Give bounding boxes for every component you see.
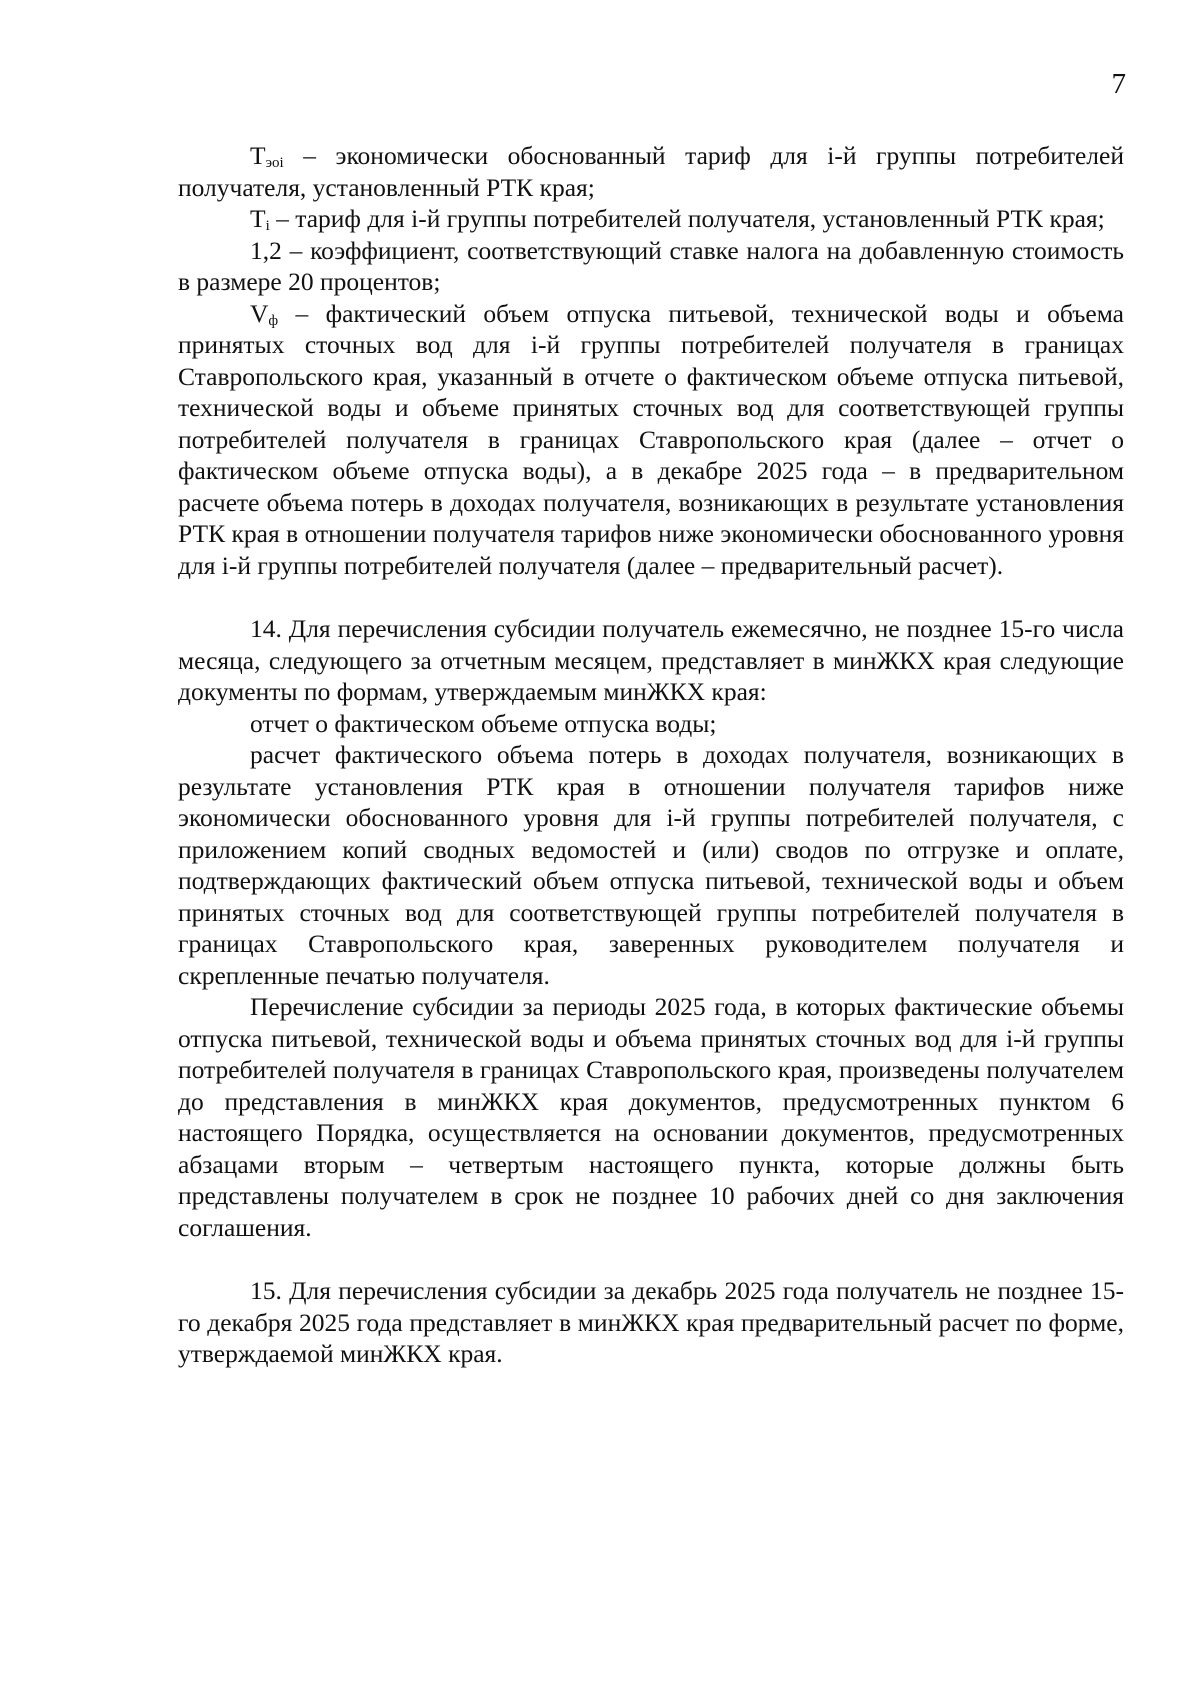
definition-text: – экономически обоснованный тариф для i-й группы потребителей получателя, установленный РТК края; [178, 141, 1124, 202]
definition-text: – тариф для i-й группы потребителей получателя, установленный РТК края; [269, 204, 1105, 233]
clause-14-item-calculation: расчет фактического объема потерь в доходах получателя, возникающих в результате установления РТК края в отношении получателя тарифов ниже экономически обоснованного уровня для i-й группы потребителей получателя, с приложением копий сводных ведомостей и (или) сводов по отгрузке и оплате, подтверждающих фактический объем отпуска питьевой, технической воды и объем принятых сточных вод для соответствующей группы потребителей получателя в границах Ставропольского края, заверенных руководителем получателя и скрепленные печатью получателя. [178, 740, 1124, 990]
definition-vat-coefficient: 1,2 – коэффициент, соответствующий ставке налога на добавленную стоимость в размере 20 процентов; [178, 235, 1124, 296]
document-body [178, 140, 1124, 1370]
clause-14-transfer: Перечисление субсидии за периоды 2025 года, в которых фактические объемы отпуска питьевой, технической воды и объема принятых сточных вод для i-й группы потребителей получателя в границах Ставропольского края, произведены получателем до представления в минЖКХ края документов, предусмотренных пунктом 6 настоящего Порядка, осуществляется на основании документов, предусмотренных абзацами вторым – четвертым настоящего пункта, которые должны быть представлены получателем в срок не позднее 10 рабочих дней со дня заключения соглашения. [178, 992, 1124, 1242]
definition-teoi [178, 140, 1124, 203]
formula-subscript: ф [268, 312, 279, 329]
clause-14-item-report: отчет о фактическом объеме отпуска воды; [250, 708, 717, 738]
definition-text: – фактический объем отпуска питьевой, технической воды и объема принятых сточных вод для i-й группы потребителей получателя в границах Ставропольского края, указанный в отчете о фактическом объеме отпуска питьевой, технической воды и объеме принятых сточных вод для соответствующей группы потребителей получателя в границах Ставропольского края (далее – отчет о фактическом объеме отпуска воды), а в декабре 2025 года – в предварительном расчете объема потерь в доходах получателя, возникающих в результате установления РТК края в отношении получателя тарифов ниже экономически обоснованного уровня для i-й группы потребителей получателя (далее – предварительный расчет). [178, 298, 1124, 580]
definition-ti [178, 203, 1124, 235]
formula-symbol: Т [250, 141, 266, 170]
clause-15: 15. Для перечисления субсидии за декабрь 2025 года получатель не позднее 15-го декабря 2025 года представляет в минЖКХ края предварительный расчет по форме, утверждаемой минЖКХ края. [178, 1276, 1124, 1368]
clause-14: 14. Для перечисления субсидии получатель ежемесячно, не позднее 15-го числа месяца, следующего за отчетным месяцем, представляет в минЖКХ края следующие документы по формам, утверждаемым минЖКХ края: [178, 614, 1124, 706]
formula-subscript: i [265, 218, 270, 234]
formula-symbol: V [250, 298, 269, 328]
formula-symbol: Т [250, 204, 266, 233]
formula-subscript: эоi [265, 155, 284, 171]
definition-vf [178, 298, 1124, 582]
page-number: 7 [1111, 68, 1126, 100]
